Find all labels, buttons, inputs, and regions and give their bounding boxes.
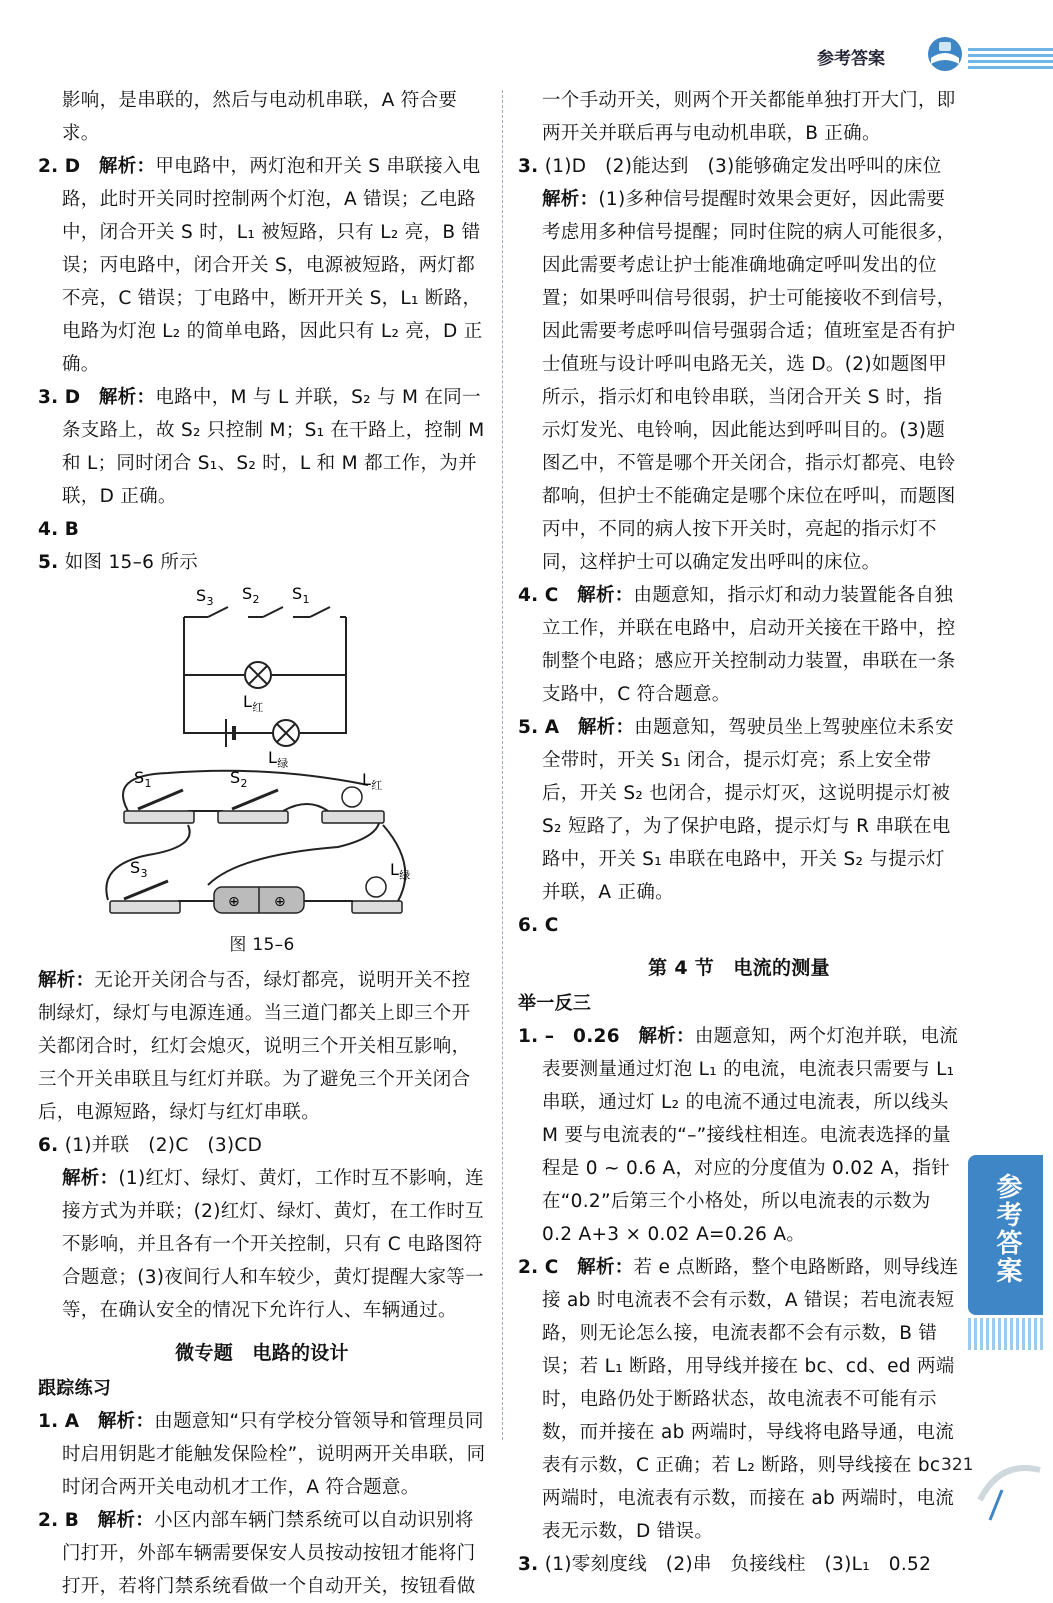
label-s2-physical: $S_2$ [230,768,248,790]
right-question-3-analysis: 解析：(1)多种信号提醒时效果会更好，因此需要考虑用多种信号提醒；同时住院的病人可能很多，因此需要考虑让护士能准确地确定呼叫发出的位置；如果呼叫信号很弱，护士可能接收不到信号，因此需要考虑呼叫信号强弱合适；值班室是否有护士值班与设计呼叫电路无关，选 D。(2)如题图甲所示，指示灯和电铃串联，当闭合开关 S 时，指示灯发光、电铃响，因此能达到呼叫目的。(3)题图乙中，不管是哪个开关闭合，指示灯都亮、电铃都响，但护士不能确定是哪个床位在呼叫，而题图丙中，不同的病人按下开关时，亮起的指示灯不同，这样护士可以确定发出呼叫的床位。 [542,189,956,573]
section-title-micro: 微专题 电路的设计 [175,1342,349,1364]
right-question-6: 6. C [518,915,559,936]
battery-plus-1: ⊕ [228,894,241,910]
right-intro: 一个手动开关，则两个开关都能单独打开大门，即两开关并联后再与电动机串联，B 正确。 [542,90,956,144]
header-title: 参考答案 [817,49,885,69]
label-l-red: $L_红$ [243,692,264,714]
left-column [38,84,486,1603]
left-intro: 影响，是串联的，然后与电动机串联，A 符合要求。 [62,90,458,144]
right-question-5: 5. A 解析：由题意知，驾驶员坐上驾驶座位未系安全带时，开关 S₁ 闭合，提示灯亮；系上安全带后，开关 S₂ 也闭合，提示灯灭，这说明提示灯被 S₂ 短路了，为了保护电路，提示灯与 R 串联在电路中，开关 S₁ 串联在电路中，开关 S₂ 与提示灯并联，A 正确。 [518,717,954,903]
right-question-4: 4. C 解析：由题意知，指示灯和动力装置能各自独立工作，并联在电路中，启动开关接在干路中，控制整个电路；感应开关控制动力装置，串联在一条支路中，C 符合题意。 [518,585,956,705]
circuit-diagram [38,585,486,925]
question-5: 5. 如图 15–6 所示 [38,552,199,573]
example-2: 2. C 解析：若 e 点断路，整个电路断路，则导线连接 ab 时电流表不会有示数，A 错误；若电流表短路，则无论怎么接，电流表都不会有示数，B 错误；若 L₁ 断路，用导线并接在 bc、cd、ed 两端时，电路仍处于断路状态，故电流表不可能有示数，而并接在 ab 两端时，导线将电路导通，电流表有示数，C 正确；若 L₂ 断路，则导线接在 bc 两端时，电流表有示数，而接在 ab 两端时，电流表无示数，D 错误。 [518,1257,959,1542]
subsection-follow-practice: 跟踪练习 [38,1378,112,1399]
question-4: 4. B [38,519,80,540]
label-s3-physical: $S_3$ [130,858,148,880]
question-5-analysis: 解析：无论开关闭合与否，绿灯都亮，说明开关不控制绿灯，绿灯与电源连通。当三道门都关上即三个开关都闭合时，红灯会熄灭，说明三个开关相互影响，三个开关串联且与红灯并联。为了避免三个开关闭合后，电源短路，绿灯与红灯串联。 [38,970,471,1123]
side-tab-stripes [968,1318,1043,1350]
watermark-logo-icon [970,1440,1053,1530]
side-tab-label: 参考答案 [992,1173,1022,1285]
figure-caption: 图 15–6 [229,935,295,955]
section-title-current: 第 4 节 电流的测量 [648,957,830,979]
question-2: 2. D 解析：甲电路中，两灯泡和开关 S 串联接入电路，此时开关同时控制两个灯泡，A 错误；乙电路中，闭合开关 S 时，L₁ 被短路，只有 L₂ 亮，B 错误；丙电路中，闭合开关 S，电源被短路，两灯都不亮，C 错误；丁电路中，断开开关 S，L₁ 断路，电路为灯泡 L₂ 的简单电路，因此只有 L₂ 亮，D 正确。 [38,156,483,375]
header-stripes [968,48,1053,72]
example-1: 1. – 0.26 解析：由题意知，两个灯泡并联，电流表要测量通过灯泡 L₁ 的电流，电流表只需要与 L₁ 串联，通过灯 L₂ 的电流不通过电流表，所以线头 M 要与电流表的“–”接线柱相连。电流表选择的量程是 0 ~ 0.6 A，对应的分度值为 0.02 A，指针在“0.2”后第三个小格处，所以电流表的示数为 0.2 A+3 × 0.02 A=0.26 A。 [518,1026,959,1245]
side-tab-answers[interactable] [968,1155,1043,1315]
book-logo-icon [917,34,973,74]
question-3: 3. D 解析：电路中，M 与 L 并联，S₂ 与 M 在同一条支路上，故 S₂ 只控制 M；S₁ 在干路上，控制 M 和 L；同时闭合 S₁、S₂ 时，L 和 M 都工作，为并联，D 正确。 [38,387,485,507]
label-s1-physical: $S_1$ [134,768,152,790]
question-6: 6. (1)并联 (2)C (3)CD [38,1135,263,1156]
label-s1: $S_1$ [292,585,310,606]
page-header [753,30,1053,80]
example-3: 3. (1)零刻度线 (2)串 负接线柱 (3)L₁ 0.52 [518,1554,932,1575]
circuit-diagram-svg [38,585,486,925]
battery-plus-2: ⊕ [274,894,287,910]
subsection-examples: 举一反三 [518,993,592,1014]
label-l-red-physical: $L_红$ [362,770,383,792]
practice-1: 1. A 解析：由题意知“只有学校分管领导和管理员同时启用钥匙才能触发保险栓”，说明两开关串联，同时闭合两开关电动机才工作，A 符合题意。 [38,1411,486,1498]
column-divider [502,90,503,1440]
right-column [518,84,960,1581]
question-6-analysis: 解析：(1)红灯、绿灯、黄灯，工作时互不影响，连接方式为并联；(2)红灯、绿灯、黄灯，在工作时互不影响，并且各有一个开关控制，只有 C 电路图符合题意；(3)夜间行人和车较少，黄灯提醒大家等一等，在确认安全的情况下允许行人、车辆通过。 [62,1168,484,1321]
practice-2: 2. B 解析：小区内部车辆门禁系统可以自动识别将门打开，外部车辆需要保安人员按动按钮才能将门打开，若将门禁系统看做一个自动开关，按钮看做 [38,1510,476,1597]
label-l-green: $L_绿$ [268,748,289,770]
label-s2: $S_2$ [242,585,260,606]
label-l-green-physical: $L_绿$ [390,860,411,882]
label-s3: $S_3$ [196,586,214,608]
right-question-3: 3. (1)D (2)能达到 (3)能够确定发出呼叫的床位 [518,156,942,177]
page-number: 321 [941,1455,974,1475]
